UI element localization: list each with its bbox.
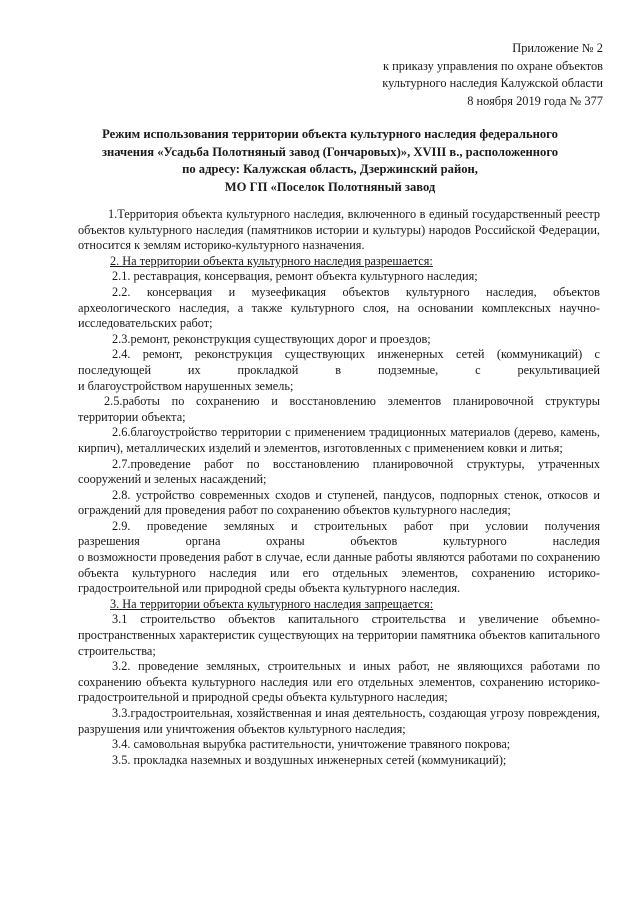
paragraph-2-2: 2.2. консервация и музеефикация объектов культурного наследия, объектов археологического наследия, а также культурного слоя, на основании комплексных научно-исследовательских работ; <box>78 284 600 331</box>
paragraph-3-1: 3.1 строительство объектов капитального строительства и увеличение объемно-пространственных характеристик существующих на территории памятника объектов капитального строительства; <box>78 612 600 658</box>
title-line-4: МО ГП «Поселок Полотняный завод <box>224 179 436 194</box>
title-line-2: значения «Усадьба Полотняный завод (Гончаровых)», XVIII в., расположенного <box>101 144 559 159</box>
paragraph-2-5: 2.5.работы по сохранению и восстановлению элементов планировочной структуры территории объекта; <box>78 394 600 424</box>
appendix-number: Приложение № 2 <box>512 41 603 55</box>
paragraph-2-9-line-3: о возможности проведения работ в случае, если данные работы являются работами по сохранению объекта культурного наследия или его отдельных элементов, сохранению историко-градостроительной или природной среды объекта культурного наследия. <box>78 550 600 596</box>
paragraph-3-2: 3.2. проведение земляных, строительных и иных работ, не являющихся работами по сохранению объекта культурного наследия или его отдельных элементов, сохранению историко-градостроительной и природной среды объекта культурного наследия; <box>78 659 600 705</box>
title-line-3: по адресу: Калужская область, Дзержинский район, <box>182 162 478 177</box>
paragraph-2-9 <box>78 519 600 597</box>
title-line-1: Режим использования территории объекта культурного наследия федерального <box>102 127 558 141</box>
paragraph-2-4 <box>78 347 600 394</box>
section-3-heading: 3. На территории объекта культурного наследия запрещается: <box>110 596 434 611</box>
paragraph-2-1: 2.1. реставрация, консервация, ремонт объекта культурного наследия; <box>112 269 478 284</box>
paragraph-2-4-line-2: последующей их прокладкой в подземные, с рекультивацией <box>78 362 600 377</box>
paragraph-2-9-line-2: разрешения органа охраны объектов культурного наследия <box>78 534 600 549</box>
paragraph-2-4-line-3: и благоустройством нарушенных земель; <box>78 378 294 393</box>
appendix-issuer: культурного наследия Калужской области <box>382 76 603 90</box>
paragraph-2-7: 2.7.проведение работ по восстановлению планировочной структуры, утраченных сооружений и зеленых насаждений; <box>78 456 600 487</box>
paragraph-3-4: 3.4. самовольная вырубка растительности, уничтожение травяного покрова; <box>112 737 511 752</box>
appendix-header <box>382 40 603 110</box>
section-2-heading: 2. На территории объекта культурного наследия разрешается: <box>110 253 433 268</box>
paragraph-3-3: 3.3.градостроительная, хозяйственная и иная деятельность, создающая угрозу повреждения, разрушения или уничтожения объектов культурного наследия; <box>78 706 600 736</box>
paragraph-2-3: 2.3.ремонт, реконструкция существующих дорог и проездов; <box>112 331 431 346</box>
appendix-date: 8 ноября 2019 года № 377 <box>467 93 603 108</box>
appendix-order-reference: к приказу управления по охране объектов <box>383 58 603 73</box>
paragraph-2-4-line-1: 2.4. ремонт, реконструкция существующих инженерных сетей (коммуникаций) с <box>112 347 600 362</box>
document-title <box>70 126 590 196</box>
paragraph-1: 1.Территория объекта культурного наследия, включенного в единый государственный реестр объектов культурного наследия (памятников истории и культуры) народов Российской Федерации, относится к землям историко-культурного назначения. <box>78 207 600 253</box>
paragraph-2-9-line-1: 2.9. проведение земляных и строительных работ при условии получения <box>112 518 600 533</box>
document-body <box>78 207 600 768</box>
paragraph-2-8: 2.8. устройство современных сходов и ступеней, пандусов, подпорных стенок, откосов и ограждений для проведения работ по сохранению объектов культурного наследия; <box>78 487 600 518</box>
paragraph-2-6: 2.6.благоустройство территории с применением традиционных материалов (дерево, камень, кирпич), металлических изделий и элементов, изготовленных с применением ковки и литья; <box>78 425 600 455</box>
paragraph-3-5: 3.5. прокладка наземных и воздушных инженерных сетей (коммуникаций); <box>112 752 507 767</box>
